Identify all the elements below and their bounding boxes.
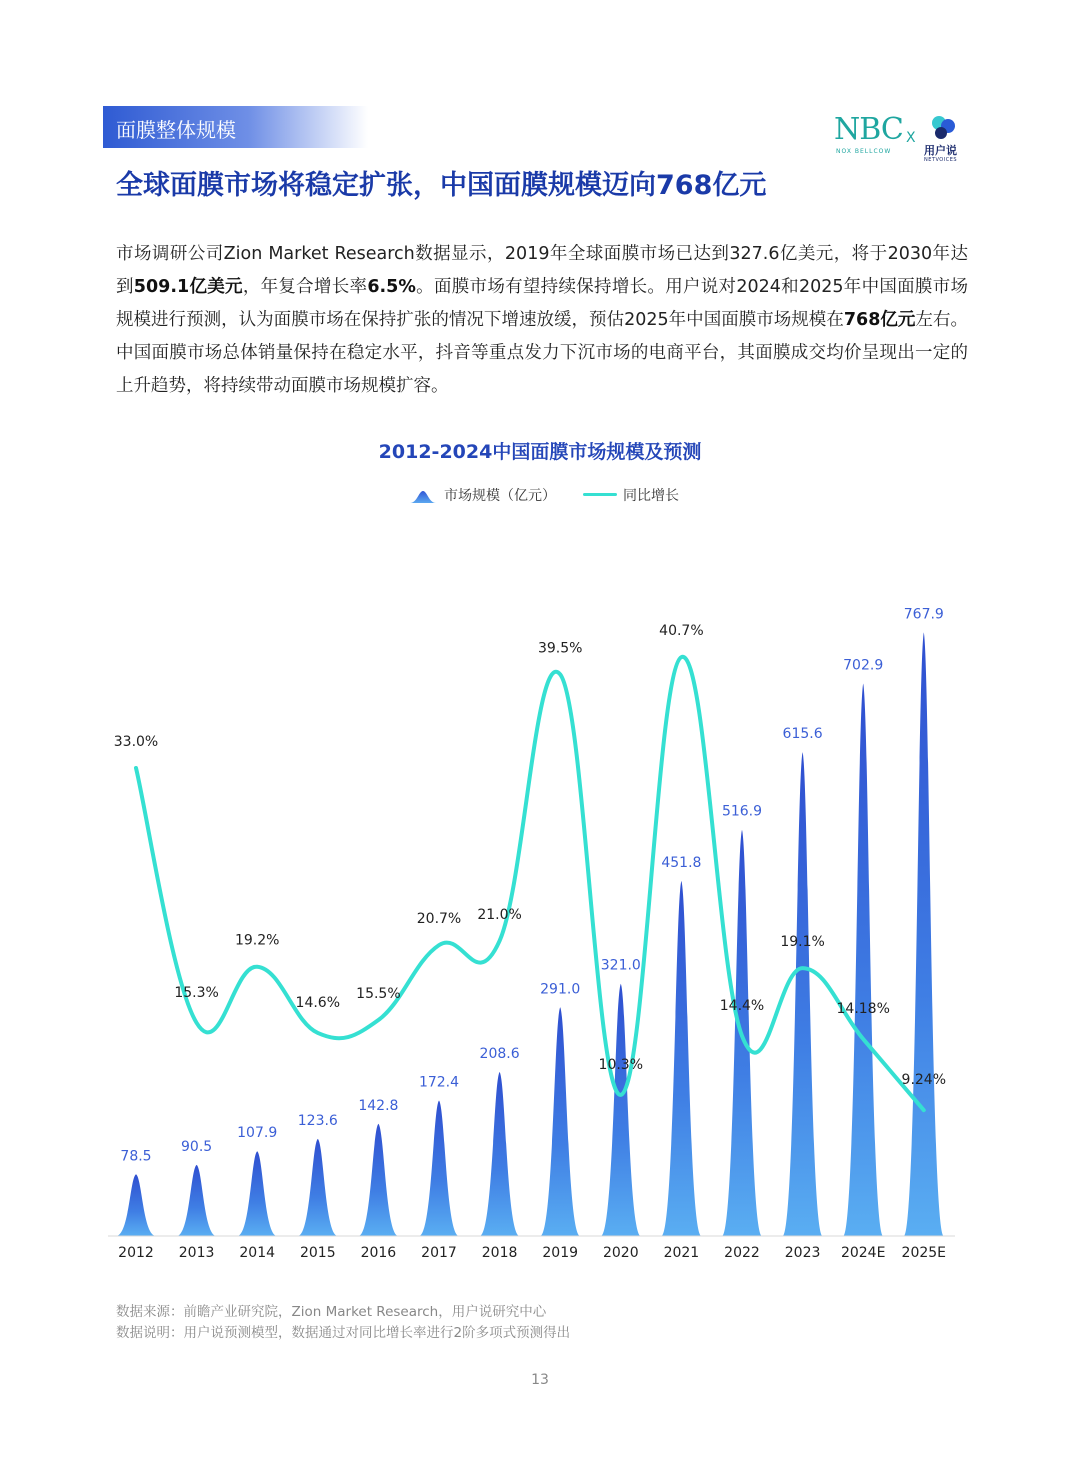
x-tick-label-2012: 2012: [118, 1245, 154, 1261]
growth-label-2024E: 14.18%: [836, 1001, 890, 1018]
x-tick-label-2020: 2020: [602, 1245, 639, 1261]
bar-value-label-2014: 107.9: [237, 1125, 278, 1142]
growth-label-2014: 19.2%: [234, 932, 280, 949]
legend-label-market-size: 市场规模（亿元）: [444, 488, 556, 504]
bar-value-label-2018: 208.6: [479, 1046, 520, 1063]
bar-2019: [540, 1007, 580, 1236]
growth-label-2020: 10.3%: [598, 1056, 644, 1073]
bar-2024E: [843, 684, 883, 1236]
chart-source-notes: [116, 1302, 570, 1344]
growth-label-2016: 15.5%: [356, 986, 401, 1002]
data-source: 数据来源：前瞻产业研究院，Zion Market Research，用户说研究中心: [116, 1304, 547, 1320]
growth-label-2012: 33.0%: [113, 734, 159, 750]
bar-2015: [298, 1139, 338, 1236]
bar-value-label-2021: 451.8: [661, 854, 702, 871]
intro-text-4: 左右。中国面膜市场总体销量保持在稳定水平，抖音等重点发力下沉市场的电商平台，其面膜成交均价呈现出一定的上升趋势，将持续带动面膜市场规模扩容。: [116, 310, 968, 396]
bar-value-label-2023: 615.6: [782, 726, 823, 743]
bar-value-label-2019: 291.0: [540, 981, 581, 998]
intro-text-1: 市场调研公司Zion Market Research数据显示，2019年全球面膜市场已达到327.6亿美元，将于2030年达到: [116, 244, 968, 297]
bar-2017: [419, 1100, 459, 1236]
logo-separator: X: [906, 130, 916, 146]
chart-title: 2012-2024中国面膜市场规模及预测: [378, 441, 702, 463]
netvoices-logo-name: 用户说: [924, 144, 957, 157]
bar-value-label-2015: 123.6: [297, 1112, 338, 1129]
intro-highlight-global-2030: 509.1亿美元: [133, 277, 243, 297]
bar-value-label-2013: 90.5: [181, 1138, 213, 1155]
data-note: 数据说明：用户说预测模型，数据通过对同比增长率进行2阶多项式预测得出: [116, 1325, 571, 1341]
x-tick-label-2013: 2013: [178, 1245, 215, 1261]
bar-value-label-2020: 321.0: [600, 957, 641, 974]
growth-label-2021: 40.7%: [659, 623, 704, 640]
bar-2012: [116, 1174, 156, 1236]
x-tick-label-2024E: 2024E: [840, 1245, 886, 1261]
legend-label-yoy-growth: 同比增长: [623, 488, 679, 504]
growth-label-2018: 21.0%: [477, 906, 522, 923]
bar-2013: [177, 1165, 217, 1236]
growth-label-2013: 15.3%: [174, 984, 219, 1001]
nbc-logo-subtitle: NOX BELLCOW: [836, 148, 892, 155]
growth-label-2015: 14.6%: [295, 994, 341, 1011]
x-tick-label-2017: 2017: [421, 1245, 457, 1261]
nbc-logo: NBC: [834, 112, 903, 147]
x-tick-label-2014: 2014: [239, 1245, 276, 1261]
bar-value-label-2025E: 767.9: [903, 606, 944, 623]
netvoices-logo-subtitle: NETVOICES: [924, 157, 958, 163]
x-tick-label-2019: 2019: [542, 1245, 579, 1261]
intro-text-2: ，年复合增长率: [242, 277, 368, 297]
bar-value-label-2024E: 702.9: [843, 657, 884, 674]
x-tick-label-2023: 2023: [784, 1245, 821, 1261]
bar-2023: [783, 752, 823, 1236]
x-tick-label-2015: 2015: [299, 1245, 336, 1261]
bar-2021: [661, 881, 701, 1236]
growth-label-2022: 14.4%: [719, 997, 765, 1014]
growth-label-2019: 39.5%: [537, 640, 583, 657]
bar-value-label-2016: 142.8: [358, 1097, 399, 1114]
x-tick-label-2022: 2022: [724, 1245, 760, 1261]
growth-label-2025E: 9.24%: [901, 1072, 947, 1089]
growth-label-2017: 20.7%: [416, 911, 462, 928]
bar-2018: [480, 1072, 520, 1236]
x-tick-label-2025E: 2025E: [901, 1245, 947, 1261]
page-title: 全球面膜市场将稳定扩张，中国面膜规模迈向768亿元: [116, 170, 767, 201]
growth-label-2023: 19.1%: [780, 934, 825, 951]
bar-2016: [358, 1124, 398, 1236]
x-tick-label-2018: 2018: [481, 1245, 518, 1261]
bar-2014: [237, 1151, 277, 1236]
intro-text-3: 。面膜市场有望持续保持增长。用户说对2024和2025年中国面膜市场规模进行预测，认为面膜市场在保持扩张的情况下增速放缓，预估2025年中国面膜市场规模在: [116, 277, 969, 330]
page-number: 13: [531, 1372, 549, 1388]
bar-value-label-2012: 78.5: [120, 1148, 152, 1165]
section-tag-label: 面膜整体规模: [116, 118, 236, 142]
bar-value-label-2022: 516.9: [721, 803, 763, 820]
intro-highlight-china-2025: 768亿元: [843, 310, 916, 330]
intro-highlight-cagr: 6.5%: [367, 277, 416, 297]
bar-2025E: [901, 632, 947, 1236]
x-tick-label-2021: 2021: [663, 1245, 700, 1261]
bar-value-label-2017: 172.4: [418, 1074, 460, 1091]
x-tick-label-2016: 2016: [360, 1245, 397, 1261]
bar-2020: [598, 984, 644, 1236]
